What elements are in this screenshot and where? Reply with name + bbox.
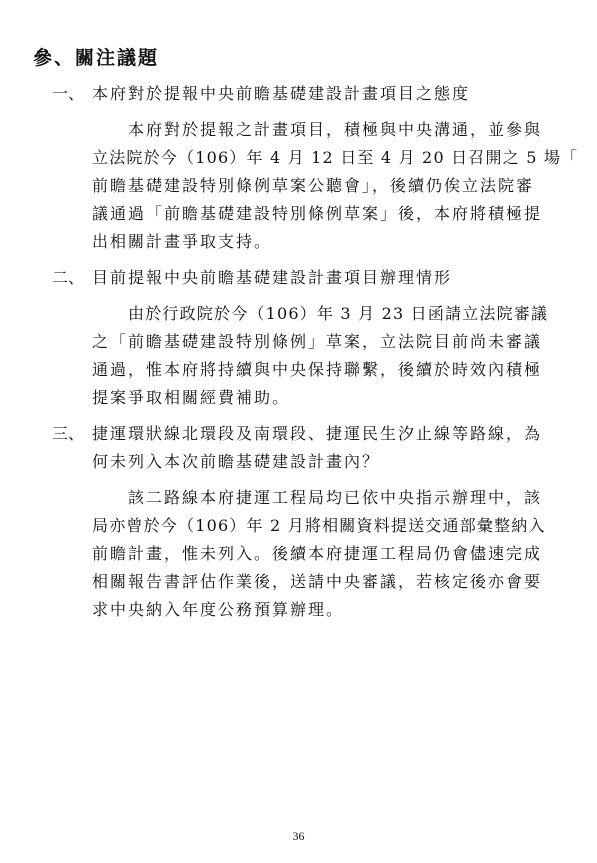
item-number-3: 三、: [52, 424, 85, 443]
item-1-body-line-1: 本府對於提報之計畫項目，積極與中央溝通，並參與: [128, 120, 543, 139]
item-heading-1: 本府對於提報中央前瞻基礎建設計畫項目之態度: [92, 84, 471, 103]
item-2-body-line-4: 提案爭取相關經費補助。: [92, 388, 291, 407]
item-3-body-line-5: 求中央納入年度公務預算辦理。: [92, 600, 345, 619]
item-3-body-line-3: 前瞻計畫，惟未列入。後續本府捷運工程局仍會儘速完成: [92, 544, 543, 563]
item-3-body-line-1: 該二路線本府捷運工程局均已依中央指示辦理中，該: [128, 488, 543, 507]
item-3-body-line-4: 相關報告書評估作業後，送請中央審議，若核定後亦會要: [92, 572, 543, 591]
item-2-body-line-3: 通過，惟本府將持續與中央保持聯繫，後續於時效內積極: [92, 360, 543, 379]
item-heading-2: 目前提報中央前瞻基礎建設計畫項目辦理情形: [92, 268, 453, 287]
item-heading-3-line-1: 捷運環狀線北環段及南環段、捷運民生汐止線等路線，為: [92, 424, 543, 443]
item-1-body-line-4: 議通過「前瞻基礎建設特別條例草案」後，本府將積極提: [92, 204, 543, 223]
item-2-body-line-1: 由於行政院於今（106）年 3 月 23 日函請立法院審議: [128, 304, 549, 323]
item-heading-3-line-2: 何未列入本次前瞻基礎建設計畫內？: [92, 452, 381, 471]
item-1-body-line-5: 出相關計畫爭取支持。: [92, 232, 273, 251]
item-number-1: 一、: [52, 84, 85, 103]
section-title: 參、關注議題: [33, 47, 160, 69]
item-3-body-line-2: 局亦曾於今（106）年 2 月將相關資料提送交通部彙整納入: [92, 516, 546, 535]
item-2-body-line-2: 之「前瞻基礎建設特別條例」草案，立法院目前尚未審議: [92, 332, 543, 351]
page-number: 36: [292, 829, 305, 843]
item-number-2: 二、: [52, 268, 85, 287]
item-1-body-line-3: 前瞻基礎建設特別條例草案公聽會」，後續仍俟立法院審: [92, 176, 535, 195]
item-1-body-line-2: 立法院於今（106）年 4 月 12 日至 4 月 20 日召開之 5 場「: [92, 148, 579, 167]
